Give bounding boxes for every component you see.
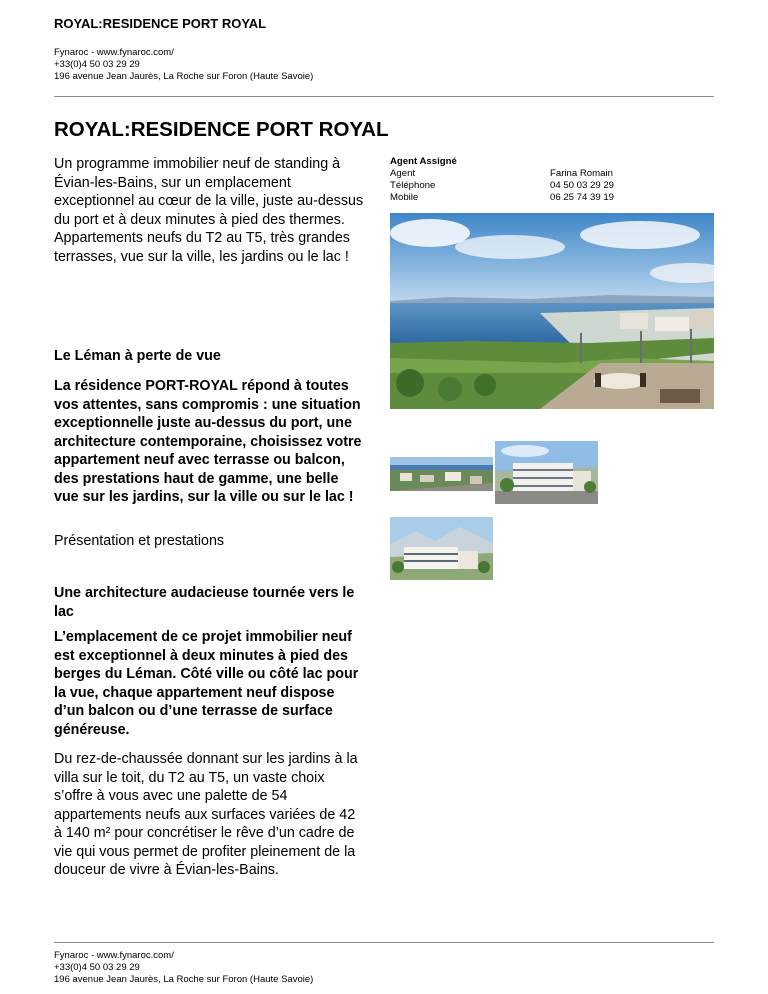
residence-mountains-illustration [390,517,493,580]
section-text-emplacement: L’emplacement de ce projet immobilier neuf est exceptionnel à deux minutes à pied des berges du Léman. Côté ville ou côté lac pour la vue, chaque appartement neuf dispose d’un balcon ou d’une terrasse de surface généreuse. [54,629,359,738]
page-title: ROYAL:RESIDENCE PORT ROYAL [54,118,389,141]
mobile-label: Mobile [390,192,419,203]
footer-phone: +33(0)4 50 03 29 29 [54,962,140,973]
section-text-residence: La résidence PORT-ROYAL répond à toutes vos attentes, sans compromis : une situation exceptionnelle juste au-dessus du port, une architecture contemporaine, choisissez votre appartement neuf avec terrasse ou balcon, des prestations haut de gamme, une belle vue sur les jardins, sur la ville ou sur le lac ! [54,378,362,505]
footer-company: Fynaroc - www.fynaroc.com/ [54,950,174,961]
section-heading-leman: Le Léman à perte de vue [54,348,221,364]
section-title-presentation: Présentation et prestations [54,533,225,549]
footer-divider [54,942,714,943]
residence-exterior-illustration [495,441,598,504]
phone-label: Téléphone [390,180,436,191]
terrace-lake-illustration [390,213,714,409]
intro-paragraph: Un programme immobilier neuf de standing à Évian-les-Bains, sur un emplacement exceptionnel au cœur de la ville, juste au-dessus du port et à deux minutes à pied des thermes. Appartements neufs du T2 au T5, très grandes terrasses, vue sur la ville, les jardins ou le lac ! [54,156,364,265]
agent-heading: Agent Assigné [390,156,457,167]
thumbnail-town-view [390,457,493,491]
main-photo-terrace [390,213,714,409]
agent-label: Agent [390,168,416,179]
section-text-appartements: Du rez-de-chaussée donnant sur les jardins à la villa sur le toit, du T2 au T5, un vaste choix s’offre à vous avec une palette de 54 appartements neufs aux surfaces variées de 42 à 140 m² pour concrétiser le rêve d’un cadre de vie qui vous permet de profiter pleinement de la douceur de vivre à Évian-les-Bains. [54,751,358,878]
agent-phone: 04 50 03 29 29 [550,180,615,191]
agent-mobile: 06 25 74 39 19 [550,192,615,203]
header-title: ROYAL:RESIDENCE PORT ROYAL [54,16,267,31]
thumbnail-residence-mountains [390,517,493,580]
section-heading-architecture: Une architecture audacieuse tournée vers le lac [54,585,355,620]
header-address: 196 avenue Jean Jaurès, La Roche sur Foron (Haute Savoie) [54,71,314,82]
thumbnail-residence-exterior [495,441,598,504]
header-divider [54,96,714,97]
agent-name: Farina Romain [550,168,613,179]
header-company: Fynaroc - www.fynaroc.com/ [54,47,174,58]
footer-address: 196 avenue Jean Jaurès, La Roche sur Foron (Haute Savoie) [54,974,314,985]
header-phone: +33(0)4 50 03 29 29 [54,59,140,70]
town-view-illustration [390,457,493,491]
